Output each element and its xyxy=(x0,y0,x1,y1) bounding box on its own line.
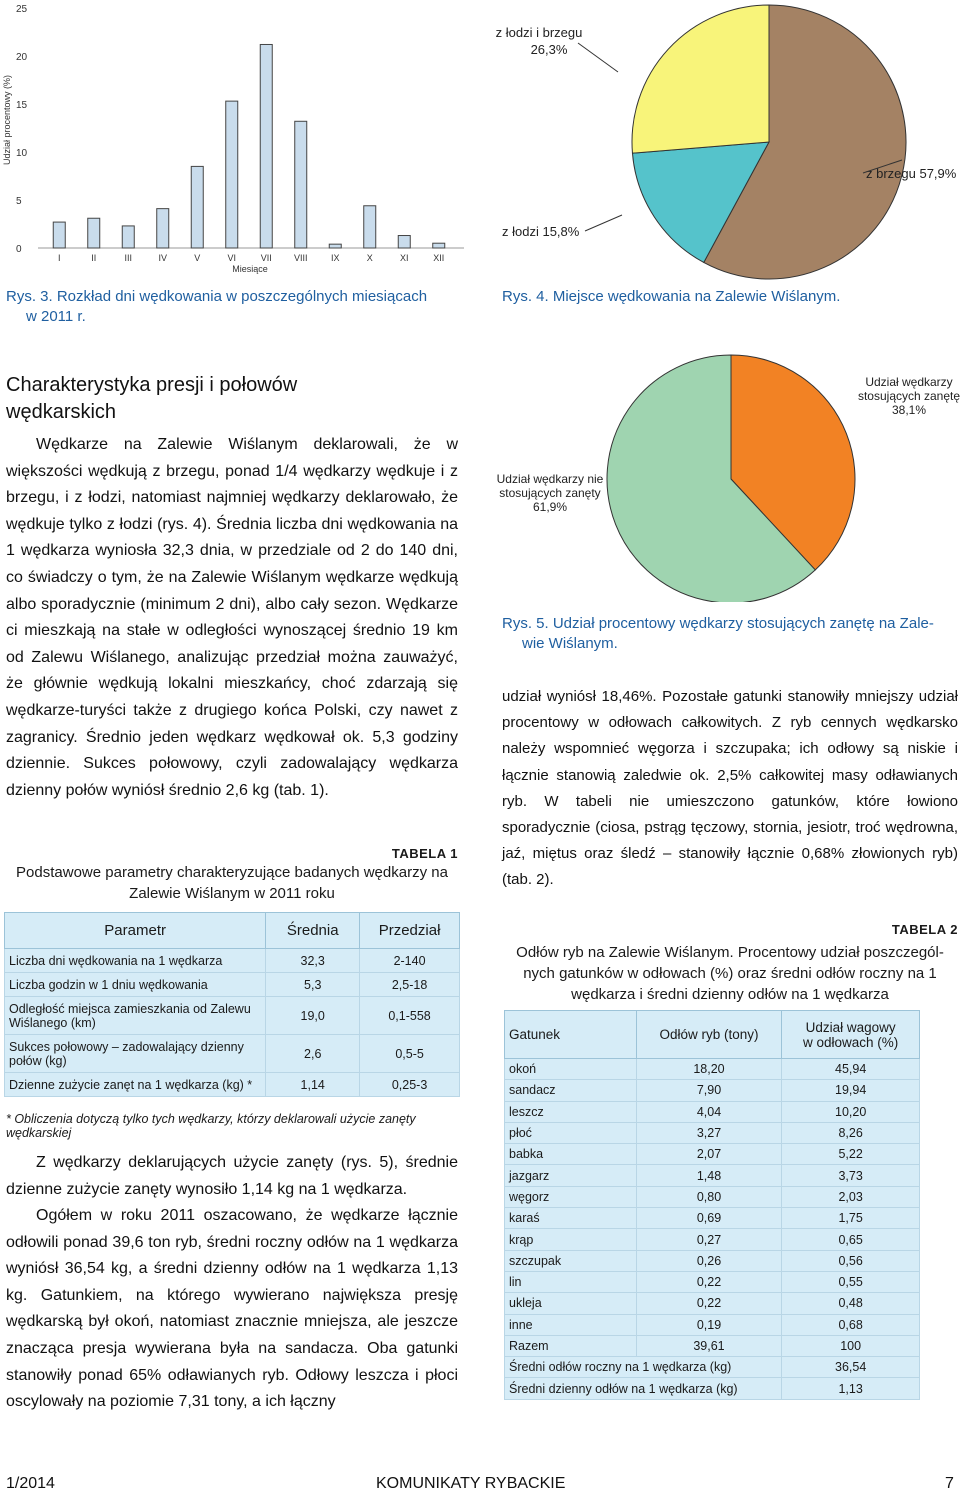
species-cell: węgorz xyxy=(505,1186,637,1207)
value-cell: 0,65 xyxy=(782,1229,920,1250)
value-cell: 0,1-558 xyxy=(360,997,460,1035)
x-tick-label: I xyxy=(57,253,61,263)
col-header: Parametr xyxy=(5,913,266,949)
title-line: Odłów ryb na Zalewie Wiślanym. Procentowy udział poszczegól- xyxy=(516,944,944,961)
x-tick-label: XII xyxy=(433,253,445,263)
table-row xyxy=(5,997,460,1035)
x-tick-label: VIII xyxy=(293,253,308,263)
y-tick-label: 0 xyxy=(16,244,22,255)
value-cell: 0,48 xyxy=(782,1293,920,1314)
x-tick-label: VI xyxy=(227,253,237,263)
table-row xyxy=(505,1208,920,1229)
value-cell: 0,25-3 xyxy=(360,1073,460,1097)
leader-line xyxy=(578,43,618,72)
slice-label: Udział wędkarzy xyxy=(865,375,953,389)
value-cell: 18,20 xyxy=(636,1059,782,1080)
summary-label: Średni dzienny odłów na 1 wędkarza (kg) xyxy=(505,1378,782,1399)
col-header xyxy=(782,1011,920,1059)
table-row xyxy=(505,1080,920,1101)
heading-line: wędkarskich xyxy=(6,401,117,423)
bar-XI xyxy=(398,236,410,248)
value-cell: 0,19 xyxy=(636,1314,782,1335)
value-cell: 3,27 xyxy=(636,1122,782,1143)
x-tick-label: IV xyxy=(158,253,168,263)
table-row xyxy=(505,1229,920,1250)
paragraph-3: Ogółem w roku 2011 oszacowano, że wędkarze łącznie odłowili ponad 39,6 ton ryb, średni roczny odłów na 1 wędkarza wyniósł 36,54 kg, a średni dzienny odłów na 1 wędkarza 1,13 kg. Gatunkiem, na którego wywierano największa presję wędkarską był okoń, natomiast znacznie mniejsza, ale jeszcze znacząca presja wywierana była na sandacza. Oba gatunki stanowiły ponad 65% odławianych ryb. Odłowy leszcza i płoci oscylowały na poziomie 7,31 tony, a ich łączny xyxy=(6,1207,458,1411)
table-row xyxy=(505,1271,920,1292)
species-cell: jazgarz xyxy=(505,1165,637,1186)
value-cell: 7,90 xyxy=(636,1080,782,1101)
value-cell: 0,27 xyxy=(636,1229,782,1250)
value-cell: 5,3 xyxy=(266,973,360,997)
bar-II xyxy=(88,218,100,248)
caption-line: wie Wiślanym. xyxy=(522,635,618,652)
caption-line: w 2011 r. xyxy=(26,308,86,325)
leader-line xyxy=(585,215,622,231)
species-cell: lin xyxy=(505,1271,637,1292)
summary-value: 36,54 xyxy=(782,1357,920,1378)
figure-4-pie-chart xyxy=(490,0,960,285)
table-2-tag: TABELA 2 xyxy=(891,922,958,937)
y-tick-label: 10 xyxy=(16,148,28,159)
y-tick-label: 20 xyxy=(16,52,28,63)
value-cell: 45,94 xyxy=(782,1059,920,1080)
figure-5-pie-chart xyxy=(495,352,960,602)
value-cell: 2-140 xyxy=(360,949,460,973)
species-cell: krąp xyxy=(505,1229,637,1250)
col-header: Odłów ryb (tony) xyxy=(636,1011,782,1059)
col-header-line: Udział wagowy xyxy=(805,1019,896,1035)
figure-3-bar-chart xyxy=(0,0,470,280)
table-1-tag: TABELA 1 xyxy=(391,846,458,861)
value-cell: 0,55 xyxy=(782,1271,920,1292)
value-cell: 2,03 xyxy=(782,1186,920,1207)
figure-3-caption xyxy=(6,287,466,327)
table-row xyxy=(505,1165,920,1186)
table-1-title xyxy=(6,862,458,904)
table-row xyxy=(505,1293,920,1314)
x-tick-label: III xyxy=(124,253,133,263)
footer-issue: 1/2014 xyxy=(6,1475,55,1492)
species-cell: inne xyxy=(505,1314,637,1335)
bar-VII xyxy=(260,44,272,248)
section-heading xyxy=(6,372,456,426)
species-cell: babka xyxy=(505,1144,637,1165)
table-2-wrap xyxy=(504,1010,920,1400)
param-cell: Odległość miejsca zamieszkania od Zalewu Wiślanego (km) xyxy=(5,997,266,1035)
x-axis-label: Miesiące xyxy=(232,264,268,274)
slice-label: z łodzi i brzegu xyxy=(495,25,583,40)
slice-label: stosujących zanęty xyxy=(499,486,601,500)
value-cell: 2,5-18 xyxy=(360,973,460,997)
y-tick-label: 25 xyxy=(16,4,28,15)
value-cell: 32,3 xyxy=(266,949,360,973)
title-line: Podstawowe parametry charakteryzujące badanych wędkarzy na xyxy=(16,864,448,881)
value-cell: 1,75 xyxy=(782,1208,920,1229)
table-2-title xyxy=(502,942,958,1005)
x-tick-label: X xyxy=(366,253,373,263)
bar-VI xyxy=(226,101,238,248)
col-header: Gatunek xyxy=(505,1011,637,1059)
table-2 xyxy=(504,1010,920,1400)
species-cell: ukleja xyxy=(505,1293,637,1314)
table-row xyxy=(5,1035,460,1073)
col-header-line: w odłowach (%) xyxy=(802,1034,899,1050)
pie-chart-svg xyxy=(495,352,960,602)
species-cell: leszcz xyxy=(505,1101,637,1122)
bar-I xyxy=(53,222,65,248)
bar-X xyxy=(364,206,376,248)
value-cell: 19,0 xyxy=(266,997,360,1035)
title-line: wędkarza i średni dzienny odłów na 1 wędkarza xyxy=(571,986,889,1003)
table-row xyxy=(505,1186,920,1207)
slice-label: z łodzi 15,8% xyxy=(502,224,580,239)
table-row xyxy=(505,1122,920,1143)
bar-IV xyxy=(157,209,169,248)
value-cell: 2,6 xyxy=(266,1035,360,1073)
param-cell: Liczba dni wędkowania na 1 wędkarza xyxy=(5,949,266,973)
slice-label: Udział wędkarzy nie xyxy=(496,472,604,486)
value-cell: 0,5-5 xyxy=(360,1035,460,1073)
slice-label: 61,9% xyxy=(532,500,568,514)
value-cell: 0,22 xyxy=(636,1293,782,1314)
species-cell: okoń xyxy=(505,1059,637,1080)
bar-XII xyxy=(433,243,445,248)
table-row xyxy=(505,1059,920,1080)
value-cell: 8,26 xyxy=(782,1122,920,1143)
col-header: Przedział xyxy=(360,913,460,949)
caption-line: Rys. 5. Udział procentowy wędkarzy stosujących zanętę na Zale- xyxy=(502,615,934,632)
bar-VIII xyxy=(295,121,307,248)
value-cell: 0,69 xyxy=(636,1208,782,1229)
summary-label: Średni odłów roczny na 1 wędkarza (kg) xyxy=(505,1357,782,1378)
value-cell: 0,68 xyxy=(782,1314,920,1335)
slice-label: z brzegu 57,9% xyxy=(866,166,957,181)
value-cell: 1,14 xyxy=(266,1073,360,1097)
x-tick-label: VII xyxy=(260,253,272,263)
species-cell: sandacz xyxy=(505,1080,637,1101)
summary-value: 1,13 xyxy=(782,1378,920,1399)
x-tick-label: XI xyxy=(399,253,409,263)
value-cell: 39,61 xyxy=(636,1335,782,1356)
y-axis-label: Udział procentowy (%) xyxy=(2,74,12,166)
x-tick-label: IX xyxy=(330,253,340,263)
caption-line: Rys. 3. Rozkład dni wędkowania w poszczególnych miesiącach xyxy=(6,288,428,305)
table-row xyxy=(505,1250,920,1271)
paragraph-right: udział wyniósł 18,46%. Pozostałe gatunki stanowiły mniejszy udział procentowy w odłowach całkowitych. Z ryb cennych wędkarsko należy wspomnieć węgorza i szczupaka; ich odłowy są niskie i łącznie stanowią zaledwie ok. 2,5% całkowitej masy odławianych ryb. W tabeli nie umieszczono gatunków, które łowiono sporadycznie (ciosa, pstrąg tęczowy, stornia, jesiotr, troć wędrowna, jaź, miętus oraz śledź – stanowiły łącznie 0,68% złowionych ryb) (tab. 2). xyxy=(502,688,958,889)
species-cell: Razem xyxy=(505,1335,637,1356)
table-row xyxy=(505,1101,920,1122)
summary-row xyxy=(505,1378,920,1399)
bar-V xyxy=(191,166,203,248)
footer-page-number: 7 xyxy=(945,1475,954,1492)
species-cell: karaś xyxy=(505,1208,637,1229)
table-row xyxy=(505,1144,920,1165)
table-row xyxy=(505,1335,920,1356)
value-cell: 4,04 xyxy=(636,1101,782,1122)
summary-row xyxy=(505,1357,920,1378)
y-tick-label: 5 xyxy=(16,196,22,207)
table-row xyxy=(5,949,460,973)
pie-chart-svg xyxy=(490,0,960,285)
value-cell: 3,73 xyxy=(782,1165,920,1186)
footer-journal: KOMUNIKATY RYBACKIE xyxy=(376,1475,566,1492)
species-cell: szczupak xyxy=(505,1250,637,1271)
table-row xyxy=(5,973,460,997)
heading-line: Charakterystyka presji i połowów xyxy=(6,374,298,396)
value-cell: 0,80 xyxy=(636,1186,782,1207)
figure-4-caption: Rys. 4. Miejsce wędkowania na Zalewie Wiślanym. xyxy=(502,288,841,305)
value-cell: 5,22 xyxy=(782,1144,920,1165)
title-line: nych gatunków w odłowach (%) oraz średni odłów roczny na 1 xyxy=(523,965,937,982)
bar-chart-svg xyxy=(0,0,470,280)
value-cell: 100 xyxy=(782,1335,920,1356)
param-cell: Liczba godzin w 1 dniu wędkowania xyxy=(5,973,266,997)
table-1-wrap xyxy=(4,912,460,1097)
bar-III xyxy=(122,226,134,248)
x-tick-label: II xyxy=(91,253,97,263)
y-tick-label: 15 xyxy=(16,100,28,111)
col-header: Średnia xyxy=(266,913,360,949)
value-cell: 10,20 xyxy=(782,1101,920,1122)
param-cell: Sukces połowowy – zadowalający dzienny połów (kg) xyxy=(5,1035,266,1073)
slice-label: 26,3% xyxy=(530,42,568,57)
table-row xyxy=(5,1073,460,1097)
title-line: Zalewie Wiślanym w 2011 roku xyxy=(129,885,335,902)
figure-5-caption xyxy=(502,614,957,654)
value-cell: 19,94 xyxy=(782,1080,920,1101)
param-cell: Dzienne zużycie zanęt na 1 wędkarza (kg) * xyxy=(5,1073,266,1097)
value-cell: 1,48 xyxy=(636,1165,782,1186)
value-cell: 0,22 xyxy=(636,1271,782,1292)
table-row xyxy=(505,1314,920,1335)
value-cell: 0,56 xyxy=(782,1250,920,1271)
bar-IX xyxy=(329,244,341,248)
paragraph-2: Z wędkarzy deklarujących użycie zanęty (rys. 5), średnie dzienne zużycie zanęty wynosiło 1,14 kg na 1 wędkarza. xyxy=(6,1154,458,1198)
table-1 xyxy=(4,912,460,1097)
value-cell: 0,26 xyxy=(636,1250,782,1271)
slice-label: 38,1% xyxy=(891,403,927,417)
paragraph-1: Wędkarze na Zalewie Wiślanym deklarowali, że w większości wędkują z brzegu, ponad 1/4 wędkarzy wędkuje i z brzegu, i z łodzi, natomiast najmniej wędkarzy deklarowało, że wędkuje tylko z łodzi (rys. 4). Średnia liczba dni wędkowania na 1 wędkarza wyniosła 32,3 dnia, w przedziale od 2 do 140 dni, co świadczy o tym, że na Zalewie Wiślanym wędkarze wędkują albo sporadycznie (minimum 2 dni), albo cały sezon. Wędkarze ci mieszkają na stałe w odległości wynoszącej średnio 19 km od Zalewu Wiślanego, analizując przedział można zauważyć, że głównie wędkują lokalni mieszkańcy, choć zdarzają się wędkarze-turyści także z drugiego końca Polski, czy nawet z zagranicy. Średnio jeden wędkarz wędkował ok. 5,3 godziny dziennie. Sukces połowowy, czyli zadowalający wędkarza dzienny połów wyniósł średnio 2,6 kg (tab. 1). xyxy=(6,436,458,799)
x-tick-label: V xyxy=(194,253,201,263)
pie-slice-z-łodzi-i-brzegu xyxy=(632,5,769,153)
table-1-footnote: * Obliczenia dotyczą tylko tych wędkarzy, którzy deklarowali użycie zanęty wędkarskiej xyxy=(6,1112,416,1140)
species-cell: płoć xyxy=(505,1122,637,1143)
slice-label: stosujących zanętę xyxy=(857,389,960,403)
value-cell: 2,07 xyxy=(636,1144,782,1165)
